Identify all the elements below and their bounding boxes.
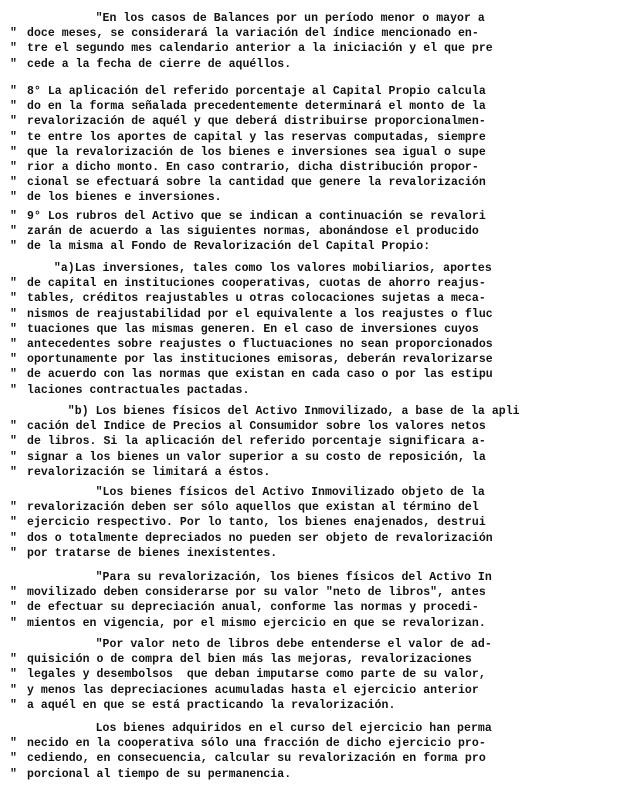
margin-quote-mark: " <box>10 383 17 397</box>
line-text: revalorización se limitará a éstos. <box>27 465 271 479</box>
margin-quote-mark: " <box>10 57 17 71</box>
margin-quote-mark: " <box>10 601 17 615</box>
margin-quote-mark: " <box>10 465 17 479</box>
margin-quote-mark: " <box>10 586 17 600</box>
line-text: "Los bienes físicos del Activo Inmovilizado objeto de la <box>95 486 485 499</box>
line-text: a aquél en que se está practicando la revalorización. <box>27 698 396 712</box>
line-text: signar a los bienes un valor superior a su costo de reposición, la <box>27 450 486 464</box>
margin-quote-mark: " <box>10 516 17 530</box>
line-text: cación del Indice de Precios al Consumidor sobre los valores netos <box>27 420 486 434</box>
margin-quote-mark: " <box>10 191 17 205</box>
line-text: oportunamente por las instituciones emisoras, deberán revalorizarse <box>27 353 493 367</box>
margin-quote-mark: " <box>10 277 17 291</box>
line-text: zarán de acuerdo a las siguientes normas, abonándose el producido <box>27 225 479 239</box>
margin-quote-mark: " <box>10 531 17 545</box>
line-text: quisición o de compra del bien más las mejoras, revalorizaciones <box>27 653 472 667</box>
margin-quote-mark: " <box>10 27 17 41</box>
margin-quote-mark: " <box>10 653 17 667</box>
margin-quote-mark: " <box>10 737 17 751</box>
margin-quote-mark: " <box>10 322 17 336</box>
line-text: tables, créditos reajustables u otras colocaciones sujetas a meca- <box>27 292 486 306</box>
margin-quote-mark: " <box>10 161 17 174</box>
margin-quote-mark: " <box>10 752 17 766</box>
margin-quote-mark: " <box>10 450 17 464</box>
line-text: doce meses, se considerará la variación del índice mencionado en- <box>27 27 479 41</box>
margin-quote-mark: " <box>10 338 17 351</box>
line-text: de la misma al Fondo de Revalorización del Capital Propio: <box>27 240 431 254</box>
line-text: movilizado deben considerarse por su valor "neto de libros", antes <box>27 586 486 600</box>
margin-quote-mark: " <box>10 240 17 254</box>
line-text: "Por valor neto de libros debe entenderse el valor de ad- <box>95 638 492 651</box>
line-text: de efectuar su depreciación anual, conforme las normas y procedi- <box>27 601 479 615</box>
line-text: "b) Los bienes físicos del Activo Inmovilizado, a base de la apli <box>67 405 520 418</box>
line-text: revalorización de aquél y que deberá distribuirse proporcionalmen- <box>27 115 486 129</box>
line-text: rior a dicho monto. En caso contrario, dicha distribución propor- <box>27 161 479 174</box>
line-text: tre el segundo mes calendario anterior a la iniciación y el que pre <box>27 42 493 56</box>
line-text: "En los casos de Balances por un período menor o mayor a <box>95 12 485 25</box>
margin-quote-mark: " <box>10 130 17 144</box>
line-text: 8° La aplicación del referido porcentaje al Capital Propio calcula <box>27 85 486 98</box>
line-text: laciones contractuales pactadas. <box>27 383 250 397</box>
line-text: "Para su revalorización, los bienes físicos del Activo In <box>95 571 492 584</box>
line-text: te entre los aportes de capital y las reservas computadas, siempre <box>27 130 486 144</box>
line-text: tuaciones que las mismas generen. En el caso de inversiones cuyos <box>27 322 479 336</box>
margin-quote-mark: " <box>10 420 17 434</box>
margin-quote-mark: " <box>10 616 17 630</box>
margin-quote-mark: " <box>10 292 17 306</box>
margin-quote-mark: " <box>10 368 17 382</box>
line-text: de acuerdo con las normas que existan en cada caso o por las estipu <box>27 368 493 382</box>
line-text: porcional al tiempo de su permanencia. <box>27 767 292 781</box>
line-text: cediendo, en consecuencia, calcular su revalorización en forma pro <box>27 752 486 766</box>
line-text: y menos las depreciaciones acumuladas hasta el ejercicio anterior <box>27 683 479 697</box>
margin-quote-mark: " <box>10 210 17 223</box>
line-text: de los bienes e inversiones. <box>27 191 222 205</box>
line-text: 9° Los rubros del Activo que se indican a continuación se revalori <box>27 210 486 223</box>
line-text: mientos en vigencia, por el mismo ejercicio en que se revalorizan. <box>27 616 486 630</box>
line-text: ejercicio respectivo. Por lo tanto, los bienes enajenados, destrui <box>27 516 486 530</box>
line-text: cede a la fecha de cierre de aquéllos. <box>27 57 292 71</box>
margin-quote-mark: " <box>10 353 17 367</box>
line-text: "a)Las inversiones, tales como los valores mobiliarios, aportes <box>53 262 492 275</box>
line-text: nismos de reajustabilidad por el equivalente a los reajustes o fluc <box>27 307 493 321</box>
margin-quote-mark: " <box>10 668 17 682</box>
margin-quote-mark: " <box>10 683 17 697</box>
line-text: revalorización deben ser sólo aquellos que existan al término del <box>27 501 479 515</box>
line-text: antecedentes sobre reajustes o fluctuaciones no sean proporcionados <box>27 338 493 351</box>
margin-quote-mark: " <box>10 176 17 190</box>
line-text: Los bienes adquiridos en el curso del ejercicio han perma <box>95 722 492 735</box>
line-text: dos o totalmente depreciados no pueden ser objeto de revalorización <box>27 531 493 545</box>
line-text: de capital en instituciones cooperativas, cuotas de ahorro reajus- <box>27 277 486 291</box>
line-text: de libros. Si la aplicación del referido porcentaje significara a- <box>27 435 486 449</box>
margin-quote-mark: " <box>10 85 17 98</box>
margin-quote-mark: " <box>10 546 17 560</box>
margin-quote-mark: " <box>10 225 17 239</box>
margin-quote-mark: " <box>10 698 17 712</box>
line-text: que la revalorización de los bienes e inversiones sea igual o supe <box>27 145 486 159</box>
margin-quote-mark: " <box>10 307 17 321</box>
line-text: do en la forma señalada precedentemente determinará el monto de la <box>27 100 486 114</box>
margin-quote-mark: " <box>10 100 17 114</box>
line-text: legales y desembolsos que deban imputarse como parte de su valor, <box>27 668 486 682</box>
margin-quote-mark: " <box>10 501 17 515</box>
margin-quote-mark: " <box>10 42 17 56</box>
line-text: cional se efectuará sobre la cantidad que genere la revalorización <box>27 176 486 190</box>
margin-quote-mark: " <box>10 145 17 159</box>
margin-quote-mark: " <box>10 115 17 129</box>
margin-quote-mark: " <box>10 435 17 449</box>
margin-quote-mark: " <box>10 767 17 781</box>
line-text: por tratarse de bienes inexistentes. <box>27 546 278 560</box>
line-text: necido en la cooperativa sólo una fracción de dicho ejercicio pro- <box>27 737 486 751</box>
